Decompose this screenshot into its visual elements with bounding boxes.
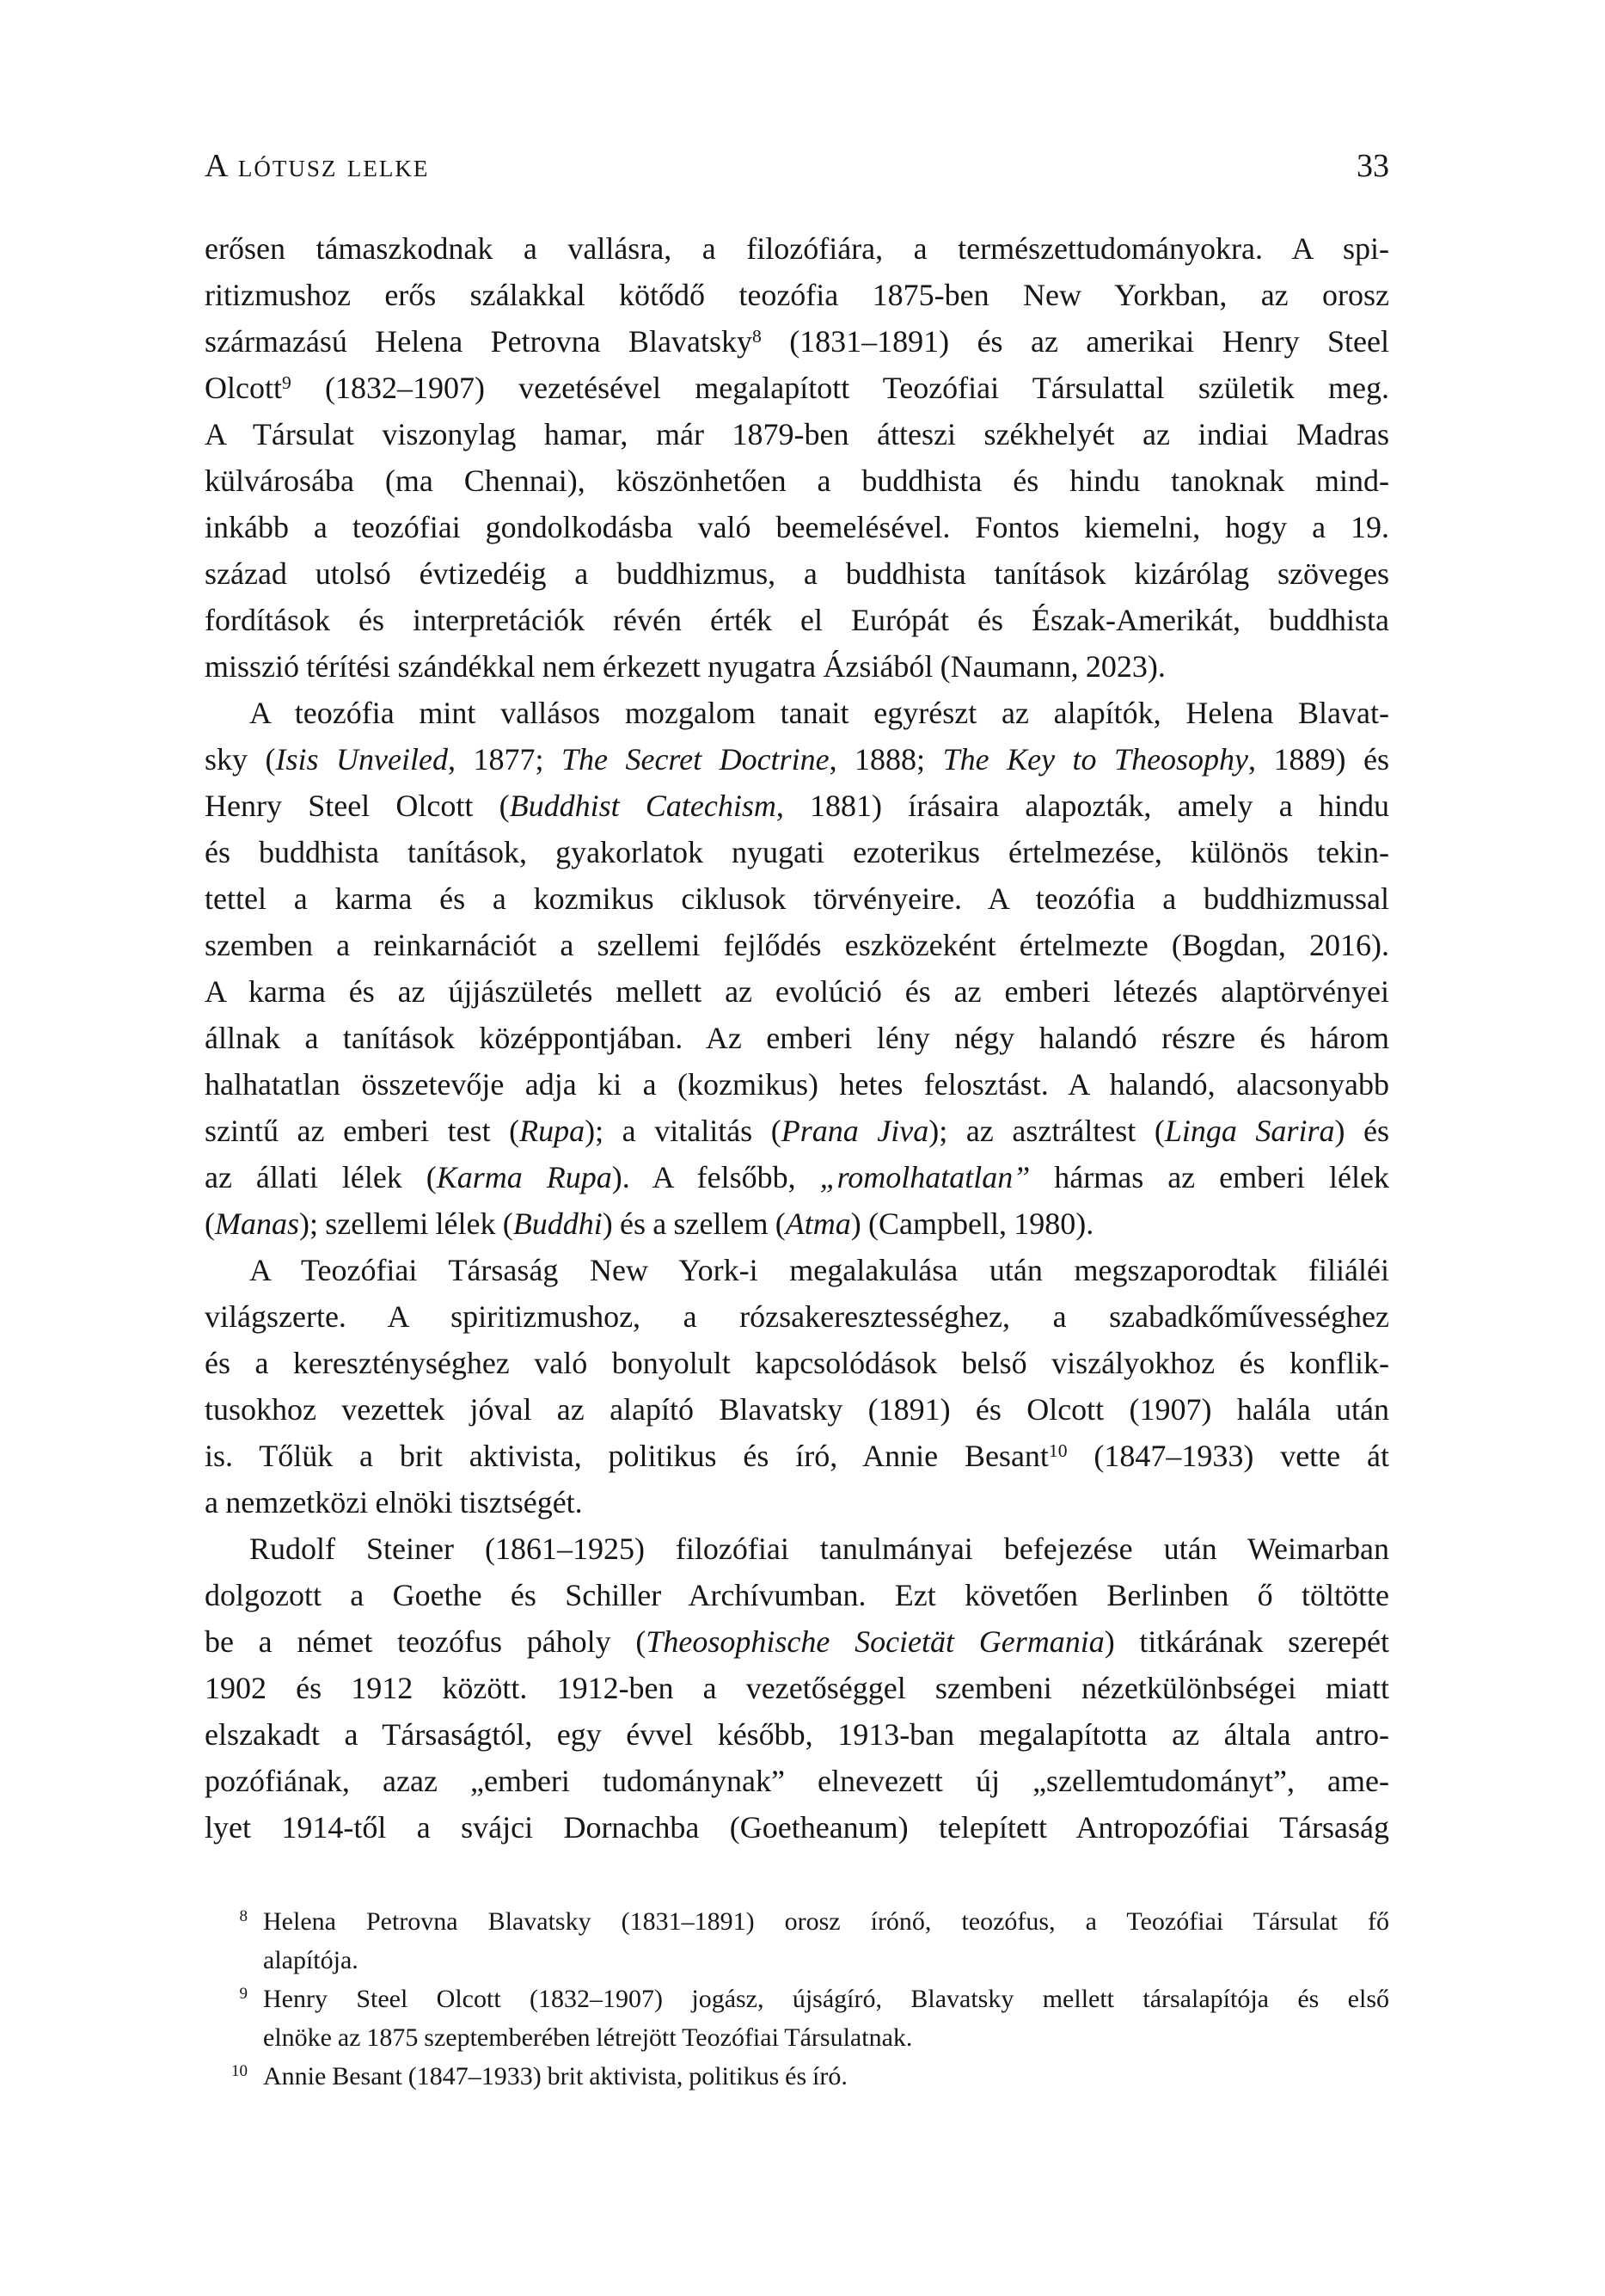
footnote-ref: 9 (281, 372, 291, 394)
page-header (205, 150, 1389, 182)
body-line: is. Tőlük a brit aktivista, politikus és író, Annie Besant$^{10}$ (1847–1933) vette át (205, 1439, 1389, 1473)
footnote-line: Helena Petrovna Blavatsky (1831–1891) orosz írónő, teozófus, a Teozófiai Társulat fő (263, 1907, 1389, 1936)
body-line: külvárosába (ma Chennai), köszönhetően a buddhista és hindu tanoknak mind- (205, 463, 1389, 498)
body-line: lyet 1914-től a svájci Dornachba (Goetheanum) telepített Antropozófiai Társaság (205, 1810, 1389, 1845)
footnote-line: Henry Steel Olcott (1832–1907) jogász, újságíró, Blavatsky mellett társalapítója és első (263, 1985, 1389, 2013)
book-title: Manas (215, 1206, 299, 1241)
book-title: Buddhi (512, 1206, 603, 1241)
book-title: Buddhist Catechism (509, 789, 776, 823)
body-line: az állati lélek (Karma Rupa). A felsőbb, „romolhatatlan” hármas az emberi lélek (205, 1160, 1389, 1194)
body-line: szemben a reinkarnációt a szellemi fejlődés eszközeként értelmezte (Bogdan, 2016). (205, 928, 1389, 962)
body-line: pozófiának, azaz „emberi tudománynak” elnevezett új „szellemtudományt”, ame- (205, 1764, 1389, 1798)
book-title: Isis Unveiled (275, 742, 448, 777)
body-line: elszakadt a Társaságtól, egy évvel később, 1913-ban megalapította az általa antro- (205, 1717, 1389, 1752)
footnote-line: elnöke az 1875 szeptemberében létrejött Teozófiai Társulatnak. (263, 2023, 913, 2052)
body-line: tettel a karma és a kozmikus ciklusok törvényeire. A teozófia a buddhizmussal (205, 881, 1389, 916)
body-line: (Manas); szellemi lélek (Buddhi) és a szellem (Atma) (Campbell, 1980). (205, 1206, 1094, 1241)
body-line: fordítások és interpretációk révén érték el Európát és Észak-Amerikát, buddhista (205, 603, 1389, 637)
body-line: származású Helena Petrovna Blavatsky$^8$ (1831–1891) és az amerikai Henry Steel (205, 324, 1389, 359)
footnote-ref: 8 (752, 326, 762, 347)
body-line: ritizmushoz erős szálakkal kötődő teozófia 1875-ben New Yorkban, az orosz (205, 278, 1389, 312)
body-line: dolgozott a Goethe és Schiller Archívumban. Ezt követően Berlinben ő töltötte (205, 1578, 1389, 1612)
body-text (205, 225, 1389, 1851)
page-number: 33 (1357, 148, 1389, 184)
book-title: Rupa (519, 1114, 585, 1148)
body-line: be a német teozófus páholy (Theosophische Societät Germania) titkárának szerepét (205, 1624, 1389, 1659)
footnote (205, 2057, 1389, 2096)
book-title: Atma (785, 1206, 851, 1241)
footnote-number: 10 (231, 2062, 248, 2080)
body-line: Olcott$^9$ (1832–1907) vezetésével megalapított Teozófiai Társulattal születik meg. (205, 371, 1389, 405)
body-line: A Teozófiai Társaság New York-i megalakulása után megszaporodtak filiáléi (249, 1253, 1389, 1287)
body-line: világszerte. A spiritizmushoz, a rózsakeresztességhez, a szabadkőművességhez (205, 1299, 1389, 1334)
footnote-number: 8 (239, 1907, 248, 1925)
book-title: „romolhatatlan” (819, 1160, 1031, 1194)
body-line: A karma és az újjászületés mellett az evolúció és az emberi létezés alaptörvényei (205, 974, 1389, 1009)
body-line: erősen támaszkodnak a vallásra, a filozófiára, a természettudományokra. A spi- (205, 231, 1389, 266)
book-title: The Secret Doctrine (561, 742, 830, 777)
body-line: század utolsó évtizedéig a buddhizmus, a buddhista tanítások kizárólag szöveges (205, 556, 1389, 591)
body-line: halhatatlan összetevője adja ki a (kozmikus) hetes felosztást. A halandó, alacsonyabb (205, 1067, 1389, 1102)
body-line: sky (Isis Unveiled, 1877; The Secret Doctrine, 1888; The Key to Theosophy, 1889) és (205, 742, 1389, 777)
body-line: A teozófia mint vallásos mozgalom tanait egyrészt az alapítók, Helena Blavat- (249, 696, 1389, 730)
body-line: inkább a teozófiai gondolkodásba való beemelésével. Fontos kiemelni, hogy a 19. (205, 510, 1389, 544)
body-line: és buddhista tanítások, gyakorlatok nyugati ezoterikus értelmezése, különös tekin- (205, 835, 1389, 869)
body-line: és a kereszténységhez való bonyolult kapcsolódások belső viszályokhoz és konflik- (205, 1346, 1389, 1380)
footnote-ref: 10 (1048, 1440, 1068, 1462)
body-line: tusokhoz vezettek jóval az alapító Blavatsky (1891) és Olcott (1907) halála után (205, 1392, 1389, 1427)
footnotes (205, 1902, 1389, 2096)
footnote (205, 1902, 1389, 1980)
body-line: szintű az emberi test (Rupa); a vitalitás (Prana Jiva); az asztráltest (Linga Sarira) és (205, 1114, 1389, 1148)
body-line: állnak a tanítások középpontjában. Az emberi lény négy halandó részre és három (205, 1021, 1389, 1055)
footnote-number: 9 (239, 1985, 248, 2003)
book-title: Karma Rupa (436, 1160, 612, 1194)
body-line: Henry Steel Olcott (Buddhist Catechism, 1881) írásaira alapozták, amely a hindu (205, 789, 1389, 823)
body-line: 1902 és 1912 között. 1912-ben a vezetőséggel szembeni nézetkülönbségei miatt (205, 1671, 1389, 1705)
body-line: misszió térítési szándékkal nem érkezett nyugatra Ázsiából (Naumann, 2023). (205, 649, 1166, 684)
book-title: Linga Sarira (1164, 1114, 1335, 1148)
book-title: Prana Jiva (781, 1114, 929, 1148)
running-header: A lótusz lelke (205, 148, 430, 184)
body-line: A Társulat viszonylag hamar, már 1879-ben átteszi székhelyét az indiai Madras (205, 417, 1389, 451)
footnote-line: alapítója. (263, 1946, 358, 1974)
footnote (205, 1980, 1389, 2057)
footnote-line: Annie Besant (1847–1933) brit aktivista, politikus és író. (263, 2062, 848, 2090)
body-line: a nemzetközi elnöki tisztségét. (205, 1485, 583, 1519)
book-title: The Key to Theosophy (942, 742, 1249, 777)
book-title: Theosophische Societät Germania (646, 1624, 1105, 1659)
body-line: Rudolf Steiner (1861–1925) filozófiai tanulmányai befejezése után Weimarban (249, 1532, 1389, 1566)
